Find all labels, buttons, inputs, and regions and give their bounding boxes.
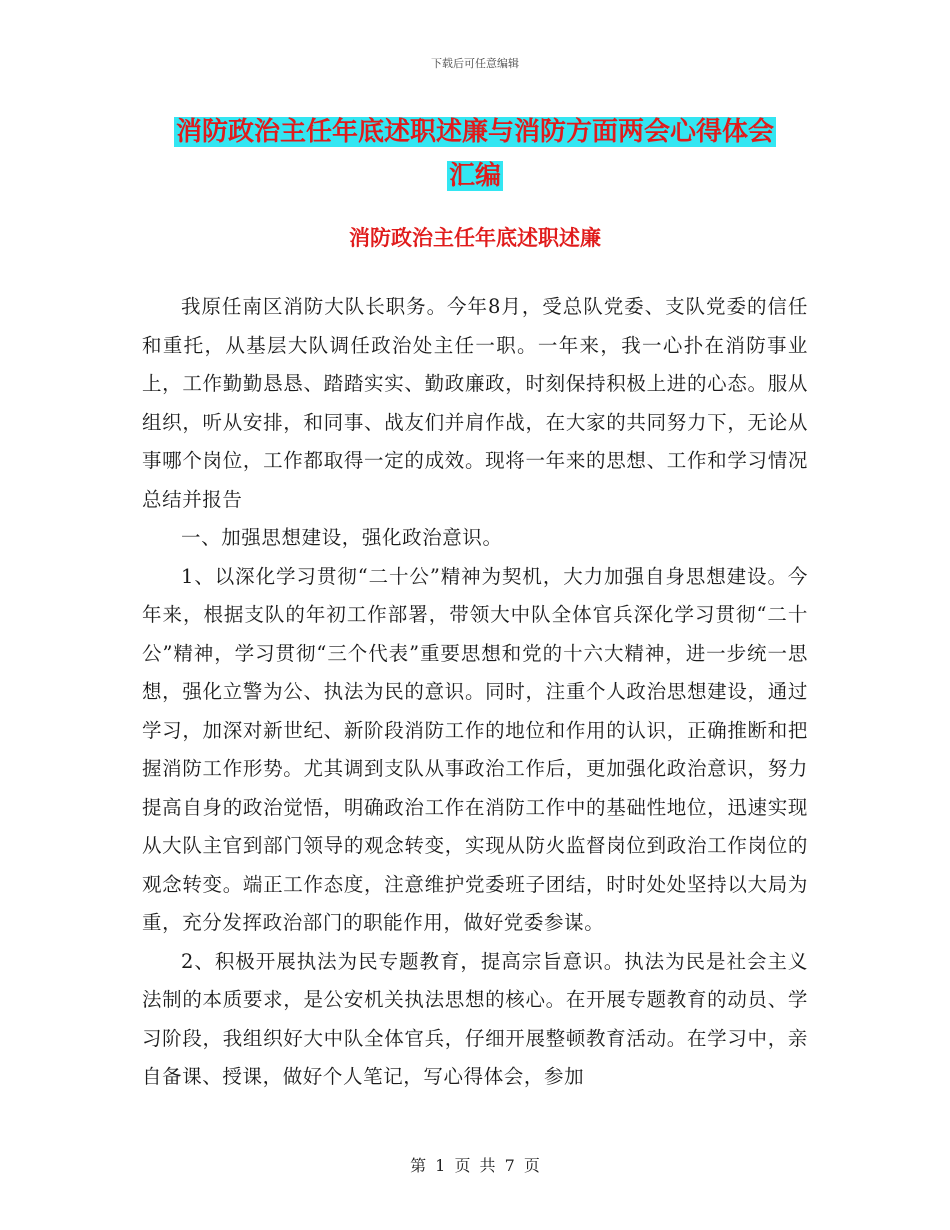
document-title-line-1: 消防政治主任年底述职述廉与消防方面两会心得体会: [175, 117, 774, 147]
body-text: [142, 288, 808, 1097]
paragraph: 1、以深化学习贯彻“二十公”精神为契机，大力加强自身思想建设。今年来，根据支队的年初工作部署，带领大中队全体官兵深化学习贯彻“二十公”精神，学习贯彻“三个代表”重要思想和党的十六大精神，进一步统一思想，强化立警为公、执法为民的意识。同时，注重个人政治思想建设，通过学习，加深对新世纪、新阶段消防工作的地位和作用的认识，正确推断和把握消防工作形势。尤其调到支队从事政治工作后，更加强化政治意识，努力提高自身的政治觉悟，明确政治工作在消防工作中的基础性地位，迅速实现从大队主官到部门领导的观念转变，实现从防火监督岗位到政治工作岗位的观念转变。端正工作态度，注意维护党委班子团结，时时处处坚持以大局为重，充分发挥政治部门的职能作用，做好党委参谋。: [142, 564, 808, 934]
section-title: 消防政治主任年底述职述廉: [349, 226, 601, 250]
paragraph: 一、加强思想建设，强化政治意识。: [181, 526, 503, 549]
header-note: 下载后可任意编辑: [431, 57, 519, 70]
document-title-line-2: 汇编: [448, 161, 501, 191]
page-footer: 第 1 页 共 7 页: [410, 1156, 540, 1175]
paragraph: 我原任南区消防大队长职务。今年8月，受总队党委、支队党委的信任和重托，从基层大队调任政治处主任一职。一年来，我一心扑在消防事业上，工作勤勤恳恳、踏踏实实、勤政廉政，时刻保持积极上进的心态。服从组织，听从安排，和同事、战友们并肩作战，在大家的共同努力下，无论从事哪个岗位，工作都取得一定的成效。现将一年来的思想、工作和学习情况总结并报告: [142, 295, 808, 511]
paragraph: 2、积极开展执法为民专题教育，提高宗旨意识。执法为民是社会主义法制的本质要求，是公安机关执法思想的核心。在开展专题教育的动员、学习阶段，我组织好大中队全体官兵，仔细开展整顿教育活动。在学习中，亲自备课、授课，做好个人笔记，写心得体会，参加: [142, 949, 808, 1088]
document-title: [120, 110, 830, 198]
